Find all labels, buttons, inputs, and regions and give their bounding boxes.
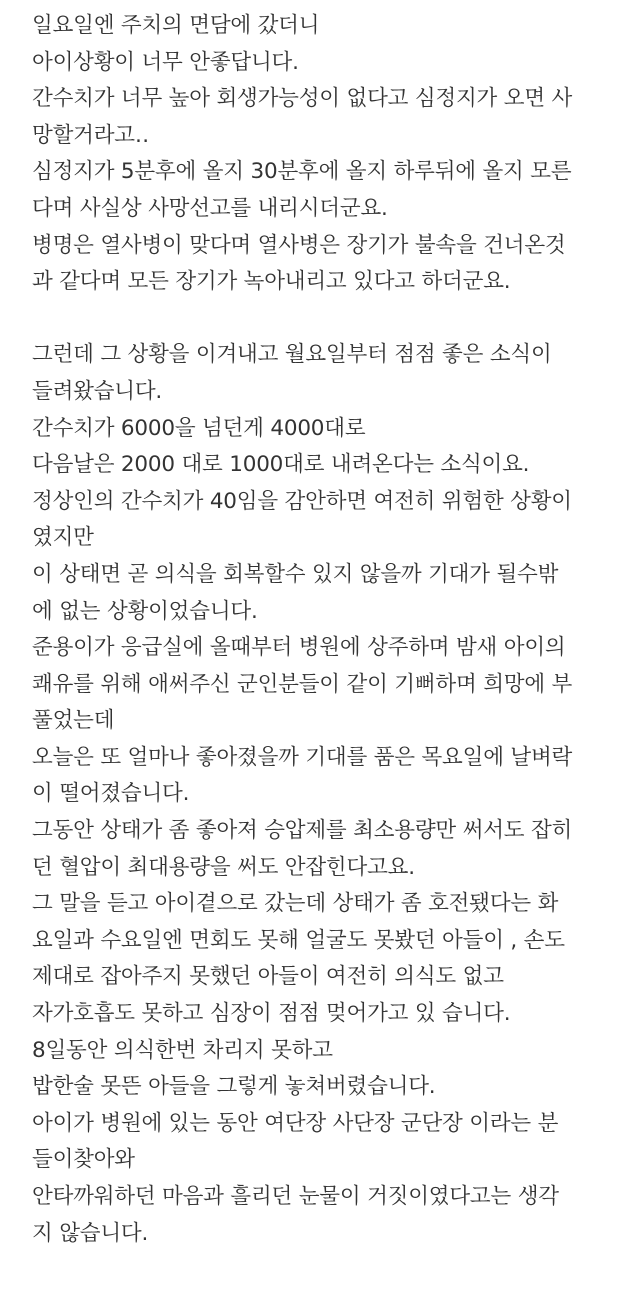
- text-line: 던 혈압이 최대용량을 써도 안잡힌다고요.: [32, 854, 415, 880]
- text-line: 아이가 병원에 있는 동안 여단장 사단장 군단장 이라는 분: [32, 1110, 559, 1136]
- text-line: 요일과 수요일엔 면회도 못해 얼굴도 못봤던 아들이 , 손도: [32, 927, 565, 953]
- text-line: 제대로 잡아주지 못했던 아들이 여전히 의식도 없고: [32, 964, 504, 990]
- text-line: 오늘은 또 얼마나 좋아졌을까 기대를 품은 목요일에 날벼락: [32, 744, 573, 770]
- text-line: 아이상황이 너무 안좋답니다.: [32, 49, 299, 75]
- text-line: 밥한술 못뜬 아들을 그렇게 놓쳐버렸습니다.: [32, 1074, 436, 1100]
- text-line: 병명은 열사병이 맞다며 열사병은 장기가 불속을 건너온것: [32, 232, 566, 258]
- text-line: 풀었는데: [32, 708, 115, 734]
- text-line: 망할거라고‥: [32, 122, 149, 148]
- blank-line: [32, 301, 612, 338]
- text-line: 간수치가 너무 높아 회생가능성이 없다고 심정지가 오면 사: [32, 86, 573, 112]
- text-line: 들이찾아와: [32, 1147, 135, 1173]
- text-line: 준용이가 응급실에 올때부터 병원에 상주하며 밤새 아이의: [32, 635, 566, 661]
- text-line: 이 떨어졌습니다.: [32, 781, 190, 807]
- text-line: 그동안 상태가 좀 좋아져 승압제를 최소용량만 써서도 잡히: [32, 818, 573, 844]
- text-line: 지 않습니다.: [32, 1220, 149, 1246]
- text-line: 자가호흡도 못하고 심장이 점점 멎어가고 있 습니다.: [32, 1001, 511, 1027]
- text-line: 그런데 그 상황을 이겨내고 월요일부터 점점 좋은 소식이: [32, 342, 552, 368]
- text-line: 였지만: [32, 525, 94, 551]
- text-line: 다며 사실상 사망선고를 내리시더군요.: [32, 195, 388, 221]
- text-line: 일요일엔 주치의 면담에 갔더니: [32, 13, 320, 38]
- text-line: 들려왔습니다.: [32, 378, 163, 404]
- text-line: 에 없는 상황이었습니다.: [32, 598, 258, 624]
- text-line: 심정지가 5분후에 올지 30분후에 올지 하루뒤에 올지 모른: [32, 159, 572, 185]
- text-line: 다음날은 2000 대로 1000대로 내려온다는 소식이요.: [32, 452, 530, 478]
- text-line: 과 같다며 모든 장기가 녹아내리고 있다고 하더군요.: [32, 269, 511, 295]
- text-line: 8일동안 의식한번 차리지 못하고: [32, 1037, 333, 1063]
- text-line: 쾌유를 위해 애써주신 군인분들이 같이 기뻐하며 희망에 부: [32, 671, 573, 697]
- text-line: 간수치가 6000을 넘던게 4000대로: [32, 415, 366, 441]
- text-line: 정상인의 간수치가 40임을 감안하면 여전히 위험한 상황이: [32, 488, 572, 514]
- text-line: 안타까워하던 마음과 흘리던 눈물이 거짓이였다고는 생각: [32, 1184, 559, 1209]
- text-line: 그 말을 듣고 아이곁으로 갔는데 상태가 좀 호전됐다는 화: [32, 891, 559, 917]
- text-line: 이 상태면 곧 의식을 회복할수 있지 않을까 기대가 될수밖: [32, 561, 559, 587]
